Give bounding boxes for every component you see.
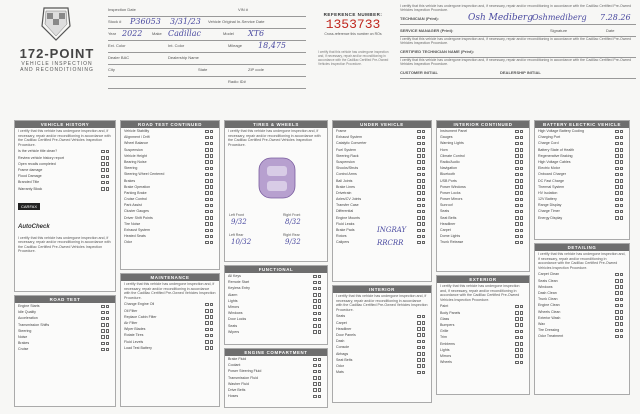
under-item[interactable]: Exhaust System bbox=[333, 134, 431, 140]
rt-item[interactable]: Vehicle Height bbox=[121, 153, 219, 159]
intc-item[interactable]: Trunk Release bbox=[437, 239, 529, 245]
rt-item[interactable]: Suspension bbox=[121, 147, 219, 153]
rt-item[interactable]: Exhaust System bbox=[121, 227, 219, 233]
rt-item[interactable]: Cruise Control bbox=[121, 196, 219, 202]
ext-item[interactable]: Paint bbox=[437, 303, 529, 309]
technician-name: Osh Mediberg bbox=[468, 13, 533, 23]
tread-lf: 9/32 bbox=[231, 218, 247, 227]
under-item[interactable]: Ball Joints bbox=[333, 178, 431, 184]
ext-item[interactable]: Emblems bbox=[437, 341, 529, 347]
func-item[interactable]: Door Locks bbox=[225, 316, 327, 322]
func-item[interactable]: Keyless Entry bbox=[225, 285, 327, 291]
brand-title: 172-POINT bbox=[19, 46, 95, 61]
rt-item[interactable]: Brakes bbox=[121, 178, 219, 184]
engine-header: ENGINE COMPARTMENT bbox=[225, 349, 327, 356]
under-item[interactable]: Drivetrain bbox=[333, 190, 431, 196]
dealer-field[interactable]: Dealer BAC Dealership Name bbox=[108, 54, 306, 65]
tires-wheels-header: TIRES & WHEELS bbox=[225, 121, 327, 128]
maintenance-section bbox=[120, 273, 220, 407]
battery-header: BATTERY ELECTRIC VEHICLE bbox=[535, 121, 629, 128]
interior-section bbox=[332, 285, 432, 403]
detail-item[interactable]: Dash Clean bbox=[535, 290, 629, 296]
intc-item[interactable]: Power Windows bbox=[437, 184, 529, 190]
rt-item[interactable]: Steering bbox=[121, 165, 219, 171]
under-item[interactable]: Frame bbox=[333, 128, 431, 134]
intc-item[interactable]: Seats bbox=[437, 208, 529, 214]
color-mileage-field[interactable]: Ext. Color Int. Color Mileage 18,475 bbox=[108, 42, 306, 53]
detail-item[interactable]: Exterior Wash bbox=[535, 315, 629, 321]
under-item[interactable]: Control Arms bbox=[333, 171, 431, 177]
intc-item[interactable]: Seat Belts bbox=[437, 215, 529, 221]
functional-header: FUNCTIONAL bbox=[225, 266, 327, 273]
detail-item[interactable]: Trunk Clean bbox=[535, 296, 629, 302]
bev-item[interactable]: Electric Motor bbox=[535, 165, 629, 171]
intc-item[interactable]: Instrument Panel bbox=[437, 128, 529, 134]
under-item[interactable]: Axles/CV Joints bbox=[333, 196, 431, 202]
detail-item[interactable]: Windows bbox=[535, 284, 629, 290]
service-manager-line[interactable]: SERVICE MANAGER (Print): Signature Date bbox=[400, 26, 636, 37]
engine-item[interactable]: Hoses bbox=[225, 393, 327, 399]
func-item[interactable]: Alarm bbox=[225, 292, 327, 298]
interior-item[interactable]: Headliner bbox=[333, 326, 431, 332]
brand-subtitle: VEHICLE INSPECTION AND RECONDITIONING bbox=[20, 61, 94, 73]
brand-block bbox=[14, 46, 100, 73]
bev-item[interactable]: Charge Cord bbox=[535, 140, 629, 146]
autocheck-logo: AutoCheck bbox=[18, 223, 50, 230]
rt-item[interactable]: Heated Seats bbox=[121, 233, 219, 239]
exterior-intro: I certify that this vehicle has undergone inspection and, if necessary, repair and/or reconditioning in accordance with the Cadillac Certified Pre-Owned Vehicles Inspection Procedure. bbox=[440, 284, 520, 302]
certification-intro: I certify that this vehicle has undergone inspection and, if necessary, repair and/or reconditioning in accordance with the Cadillac Certified Pre-Owned Vehicles Inspection Procedure. bbox=[400, 4, 632, 13]
tire-tread-values: Left Front 9/32 Right Front 8/32 Left Rear 10/32 Right Rear 9/32 bbox=[229, 213, 301, 247]
road-test-item[interactable]: Idle Quality bbox=[15, 309, 115, 315]
history-item[interactable]: Warranty Block bbox=[15, 186, 115, 192]
rt-item[interactable]: Vehicle Stability bbox=[121, 128, 219, 134]
interior-item[interactable]: Console bbox=[333, 344, 431, 350]
stock-value: P36053 bbox=[130, 17, 161, 26]
detailing-intro: I certify that this vehicle has undergone inspection and, if necessary, repair and/or reconditioning in accordance with the Cadillac Certified Pre-Owned Vehicles Inspection Procedure. bbox=[538, 252, 626, 270]
certification-text-3: I certify that this vehicle has undergone inspection and, if necessary, repair and/or reconditioning in accordance with the Cadillac Certified Pre-Owned Vehicles Inspection Procedure. bbox=[400, 58, 632, 67]
exterior-section bbox=[436, 275, 530, 395]
vehicle-history-section bbox=[14, 120, 116, 292]
technician-signature: Oshmediberg bbox=[532, 13, 587, 22]
intc-item[interactable]: Headliner bbox=[437, 221, 529, 227]
maint-item[interactable]: Change Engine Oil bbox=[121, 301, 219, 307]
intc-item[interactable]: Radio/Audio bbox=[437, 159, 529, 165]
road-test-item[interactable]: Noise bbox=[15, 334, 115, 340]
road-test-item[interactable]: Transmission Shifts bbox=[15, 322, 115, 328]
history-item[interactable]: Frame damage bbox=[15, 167, 115, 173]
date-value: 3/31/23 bbox=[170, 17, 201, 26]
intc-item[interactable]: Carpet bbox=[437, 227, 529, 233]
rt-item[interactable]: Brake Operation bbox=[121, 184, 219, 190]
reference-title: REFERENCE NUMBER: bbox=[323, 12, 383, 17]
engine-item[interactable]: Power Steering Fluid bbox=[225, 368, 327, 374]
intc-item[interactable]: Power Mirrors bbox=[437, 196, 529, 202]
road-test-item[interactable]: Engine Starts bbox=[15, 303, 115, 309]
interior-item[interactable]: Carpet bbox=[333, 320, 431, 326]
column-2 bbox=[120, 120, 220, 410]
road-test-section bbox=[14, 295, 116, 407]
interior-item[interactable]: Door Panels bbox=[333, 332, 431, 338]
tread-rf: 8/32 bbox=[285, 218, 301, 227]
mileage-value: 18,475 bbox=[258, 41, 286, 50]
road-test-header: ROAD TEST bbox=[15, 296, 115, 303]
ext-item[interactable]: Wheels bbox=[437, 359, 529, 365]
inspection-date-field[interactable]: Inspection Date VIN # bbox=[108, 6, 306, 17]
year-value: 2022 bbox=[122, 29, 143, 38]
interior-item[interactable]: Dash bbox=[333, 338, 431, 344]
bev-item[interactable]: Regenerative Braking bbox=[535, 153, 629, 159]
tread-lr: 10/32 bbox=[231, 238, 252, 247]
cadillac-crest-icon bbox=[36, 4, 76, 44]
ext-item[interactable]: Glass bbox=[437, 316, 529, 322]
bev-item[interactable]: Charging Port bbox=[535, 134, 629, 140]
year-make-model-field[interactable]: Year 2022 Make Cadillac Model XT6 bbox=[108, 30, 306, 41]
handwritten-note-1: INGRAY bbox=[377, 226, 407, 234]
model-value: XT6 bbox=[248, 29, 265, 38]
column-3 bbox=[224, 120, 328, 411]
vehicle-diagram-icon bbox=[225, 148, 329, 208]
intc-item[interactable]: Dome Lights bbox=[437, 233, 529, 239]
detail-item[interactable]: Wheels Clean bbox=[535, 309, 629, 315]
tires-intro: I certify that this vehicle has undergone inspection and, if necessary, repair and/or reconditioning in accordance with the Cadillac Certified Pre-Owned Vehicles Inspection Procedure. bbox=[228, 129, 321, 147]
bev-item[interactable]: 12V Battery bbox=[535, 196, 629, 202]
under-item[interactable]: Transfer Case bbox=[333, 202, 431, 208]
history-item[interactable]: Is the vehicle title clean? bbox=[15, 148, 115, 154]
func-item[interactable]: Remote Start bbox=[225, 279, 327, 285]
engine-item[interactable]: Brake Fluid bbox=[225, 356, 327, 362]
maint-item[interactable]: Oil Filter bbox=[121, 308, 219, 314]
func-item[interactable]: All Keys bbox=[225, 273, 327, 279]
intc-item[interactable]: Sunroof bbox=[437, 202, 529, 208]
intc-item[interactable]: Horn bbox=[437, 147, 529, 153]
under-item[interactable]: Differential bbox=[333, 208, 431, 214]
detail-item[interactable]: Odor Treatment bbox=[535, 333, 629, 339]
certified-technician-line[interactable]: CERTIFIED TECHNICIAN NAME (Print): bbox=[400, 47, 636, 58]
reference-number: 1353733 bbox=[325, 17, 381, 32]
maint-item[interactable]: Air Filter bbox=[121, 320, 219, 326]
certification-text-2: I certify that this vehicle has undergone inspection and, if necessary, repair and/or reconditioning in accordance with the Cadillac Certified Pre-Owned Vehicles Inspection Procedure. bbox=[400, 37, 632, 46]
detailing-header: DETAILING bbox=[535, 244, 629, 251]
road-test-continued-header: ROAD TEST CONTINUED bbox=[121, 121, 219, 128]
road-test-item[interactable]: Brakes bbox=[15, 340, 115, 346]
under-item[interactable]: Brake Lines bbox=[333, 184, 431, 190]
initials-line[interactable]: CUSTOMER INITIAL DEALERSHIP INITIAL bbox=[400, 68, 636, 79]
bev-item[interactable]: Battery State of Health bbox=[535, 147, 629, 153]
bev-item[interactable]: High Voltage Cables bbox=[535, 159, 629, 165]
intc-item[interactable]: Power Locks bbox=[437, 190, 529, 196]
bev-item[interactable]: Charge Timer bbox=[535, 208, 629, 214]
bev-item[interactable]: Range Display bbox=[535, 202, 629, 208]
stock-field[interactable]: Stock # P36053 3/31/23 Vehicle Original In-Service Date bbox=[108, 18, 306, 29]
maintenance-intro: I certify that this vehicle has undergone inspection and, if necessary, repair and/or reconditioning in accordance with the Cadillac Certified Pre-Owned Vehicles Inspection Procedure. bbox=[124, 282, 216, 300]
maint-item[interactable]: Replace Cabin Filter bbox=[121, 314, 219, 320]
interior-header: INTERIOR bbox=[333, 286, 431, 293]
bev-item[interactable]: Thermal System bbox=[535, 184, 629, 190]
rt-item[interactable]: Steering Wheel Centered bbox=[121, 171, 219, 177]
history-item[interactable]: Open recalls completed bbox=[15, 161, 115, 167]
interior-item[interactable]: Seats bbox=[333, 313, 431, 319]
interior-item[interactable]: Airbags bbox=[333, 351, 431, 357]
under-item[interactable]: Suspension bbox=[333, 159, 431, 165]
functional-section bbox=[224, 265, 328, 345]
ext-item[interactable]: Grille bbox=[437, 328, 529, 334]
func-item[interactable]: Lights bbox=[225, 298, 327, 304]
bev-item[interactable]: Onboard Charger bbox=[535, 171, 629, 177]
radio-field[interactable]: Radio ID# bbox=[108, 78, 306, 89]
under-item[interactable]: Catalytic Converter bbox=[333, 140, 431, 146]
history-item[interactable]: Flood Damage bbox=[15, 173, 115, 179]
technician-line[interactable]: TECHNICIAN (Print): Osh Mediberg Oshmediberg 7.28.26 bbox=[400, 14, 636, 25]
maintenance-header: MAINTENANCE bbox=[121, 274, 219, 281]
rt-item[interactable]: Alignment / Drift bbox=[121, 134, 219, 140]
maint-item[interactable]: Fluid Levels bbox=[121, 339, 219, 345]
under-vehicle-section bbox=[332, 120, 432, 282]
intc-item[interactable]: Navigation bbox=[437, 165, 529, 171]
tread-rr: 9/32 bbox=[285, 238, 301, 247]
intc-item[interactable]: USB Ports bbox=[437, 178, 529, 184]
road-test-item[interactable]: Cruise bbox=[15, 346, 115, 352]
road-test-item[interactable]: Acceleration bbox=[15, 315, 115, 321]
rt-item[interactable]: Driver Shift Points bbox=[121, 215, 219, 221]
ext-item[interactable]: Lights bbox=[437, 347, 529, 353]
engine-item[interactable]: Washer Fluid bbox=[225, 381, 327, 387]
func-item[interactable]: Windows bbox=[225, 310, 327, 316]
certification-block bbox=[400, 4, 636, 79]
interior-intro: I certify that this vehicle has undergone inspection and, if necessary, repair and/or reconditioning in accordance with the Cadillac Certified Pre-Owned Vehicles Inspection Procedure. bbox=[336, 294, 428, 312]
engine-item[interactable]: Drive Belts bbox=[225, 387, 327, 393]
under-item[interactable]: Steering Rack bbox=[333, 153, 431, 159]
under-item[interactable]: Brake Pads bbox=[333, 227, 431, 233]
road-test-continued-section bbox=[120, 120, 220, 270]
bev-item[interactable]: HV Isolation bbox=[535, 190, 629, 196]
tires-wheels-section bbox=[224, 120, 328, 262]
under-item[interactable]: Rotors bbox=[333, 233, 431, 239]
intc-item[interactable]: Climate Control bbox=[437, 153, 529, 159]
detail-item[interactable]: Engine Clean bbox=[535, 302, 629, 308]
column-6 bbox=[534, 120, 630, 398]
detail-item[interactable]: Tire Dressing bbox=[535, 327, 629, 333]
reference-number-block bbox=[318, 12, 388, 37]
ext-item[interactable]: Body Panels bbox=[437, 310, 529, 316]
ext-item[interactable]: Bumpers bbox=[437, 322, 529, 328]
make-value: Cadillac bbox=[168, 29, 201, 38]
detail-item[interactable]: Wax bbox=[535, 321, 629, 327]
column-5 bbox=[436, 120, 530, 398]
detailing-section bbox=[534, 243, 630, 395]
under-item[interactable]: Fuel System bbox=[333, 147, 431, 153]
interior-continued-header: INTERIOR CONTINUED bbox=[437, 121, 529, 128]
history-item[interactable]: Branded Title bbox=[15, 179, 115, 185]
func-item[interactable]: Wipers bbox=[225, 329, 327, 335]
column-4 bbox=[332, 120, 432, 406]
carfax-logo: CARFAX bbox=[18, 203, 40, 210]
handwritten-note-2: RRCRR bbox=[377, 239, 404, 247]
intc-item[interactable]: Gauges bbox=[437, 134, 529, 140]
engine-item[interactable]: Transmission Fluid bbox=[225, 375, 327, 381]
reference-subtitle: Cross-reference this number on ROs bbox=[324, 32, 382, 36]
rt-item[interactable]: Park Assist bbox=[121, 202, 219, 208]
under-item[interactable]: Shocks/Struts bbox=[333, 165, 431, 171]
rt-item[interactable]: Cluster Gauges bbox=[121, 208, 219, 214]
engine-item[interactable]: Coolant bbox=[225, 362, 327, 368]
vehicle-header-fields bbox=[108, 6, 306, 90]
rt-item[interactable]: Tire Noise bbox=[121, 221, 219, 227]
maint-item[interactable]: Wiper Blades bbox=[121, 326, 219, 332]
engine-compartment-section bbox=[224, 348, 328, 408]
interior-continued-section bbox=[436, 120, 530, 272]
inspection-disclaimer: I certify that this vehicle has undergone inspection and, if necessary, repair and/or reconditioning in accordance with the Cadillac Certified Pre-Owned Vehicles Inspection Procedure. bbox=[318, 50, 389, 66]
under-item[interactable]: Fluid Leaks bbox=[333, 221, 431, 227]
ext-item[interactable]: Trim bbox=[437, 334, 529, 340]
battery-section bbox=[534, 120, 630, 240]
rt-item[interactable]: Wheel Balance bbox=[121, 140, 219, 146]
rt-item[interactable]: Bearing Noise bbox=[121, 159, 219, 165]
intc-item[interactable]: Bluetooth bbox=[437, 171, 529, 177]
under-item[interactable]: Calipers bbox=[333, 239, 431, 245]
column-1 bbox=[14, 120, 116, 410]
detail-item[interactable]: Seats Clean bbox=[535, 278, 629, 284]
detail-item[interactable]: Carpet Clean bbox=[535, 271, 629, 277]
intc-item[interactable]: Warning Lights bbox=[437, 140, 529, 146]
bev-item[interactable]: DC Fast Charge bbox=[535, 178, 629, 184]
bev-item[interactable]: Energy Display bbox=[535, 215, 629, 221]
history-item[interactable]: Review vehicle history report bbox=[15, 155, 115, 161]
interior-item[interactable]: Odor bbox=[333, 363, 431, 369]
vehicle-history-header: VEHICLE HISTORY bbox=[15, 121, 115, 128]
rt-item[interactable]: Odor bbox=[121, 239, 219, 245]
interior-item[interactable]: Seat Belts bbox=[333, 357, 431, 363]
under-item[interactable]: Engine Mounts bbox=[333, 215, 431, 221]
road-test-item[interactable]: Steering bbox=[15, 328, 115, 334]
maint-item[interactable]: Rotate Tires bbox=[121, 332, 219, 338]
ext-item[interactable]: Mirrors bbox=[437, 353, 529, 359]
exterior-header: EXTERIOR bbox=[437, 276, 529, 283]
bev-item[interactable]: High Voltage Battery Cooling bbox=[535, 128, 629, 134]
certification-date: 7.28.26 bbox=[600, 13, 631, 22]
under-vehicle-header: UNDER VEHICLE bbox=[333, 121, 431, 128]
rt-item[interactable]: Parking Brake bbox=[121, 190, 219, 196]
func-item[interactable]: Seats bbox=[225, 323, 327, 329]
city-state-field[interactable]: City State ZIP code bbox=[108, 66, 306, 77]
history-notes: I certify that this vehicle has undergone inspection and, if necessary, repair and/or reconditioning in accordance with the Cadillac Certified Pre-Owned Vehicles Inspection Procedure. bbox=[18, 235, 111, 254]
history-intro: I certify that this vehicle has undergone inspection and, if necessary, repair and/or reconditioning in accordance with the Cadillac Certified Pre-Owned Vehicles Inspection Procedure. bbox=[18, 129, 111, 147]
maint-item[interactable]: Load Test Battery bbox=[121, 345, 219, 351]
func-item[interactable]: Mirrors bbox=[225, 304, 327, 310]
interior-item[interactable]: Mats bbox=[333, 369, 431, 375]
